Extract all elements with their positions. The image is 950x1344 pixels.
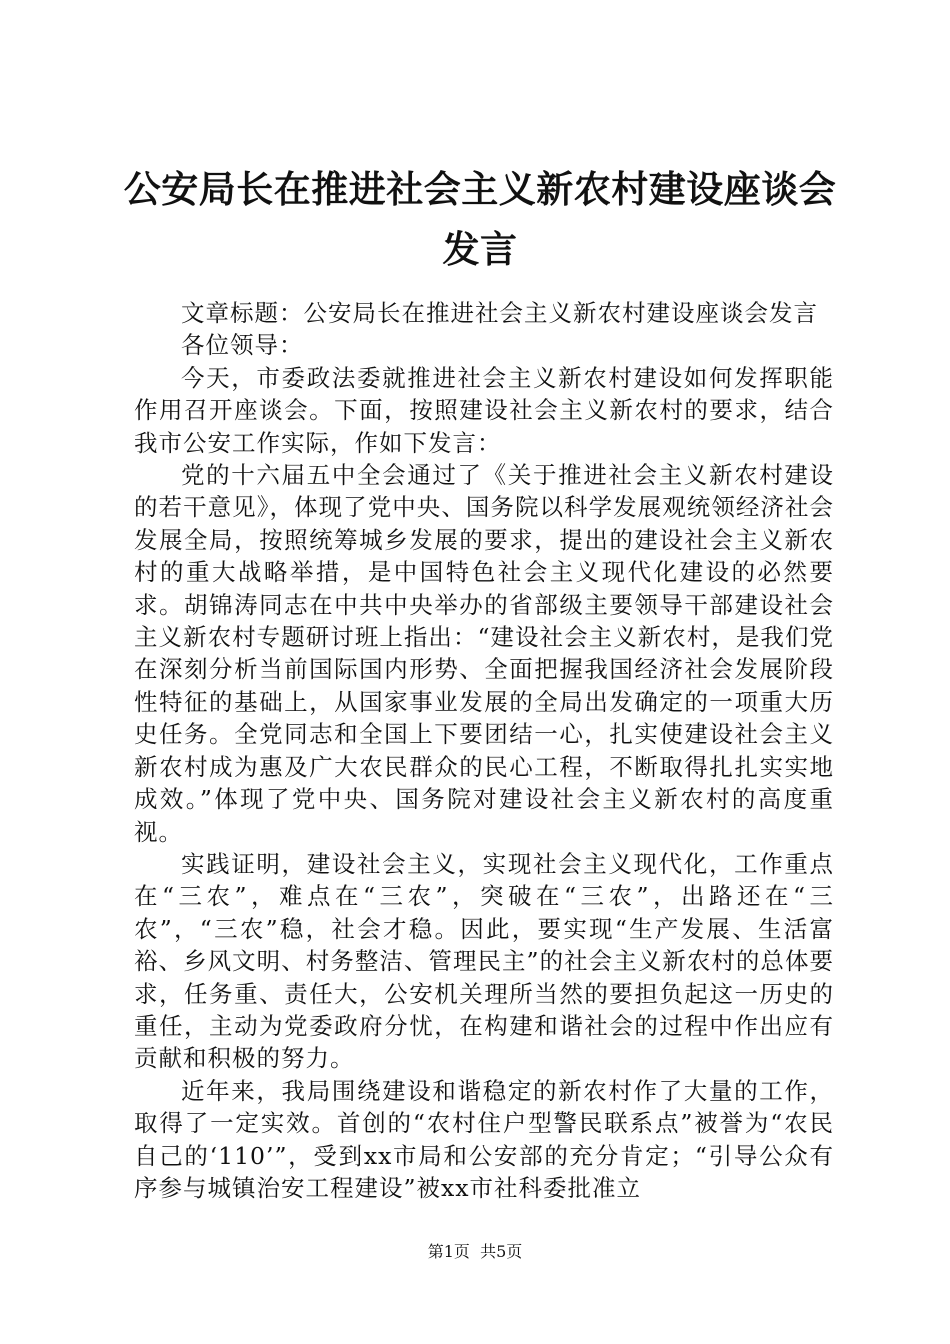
paragraph-article-title: 文章标题：公安局长在推进社会主义新农村建设座谈会发言 xyxy=(181,299,818,327)
paragraph-intro: 今天，市委政法委就推进社会主义新农村建设如何发挥职能作用召开座谈会。下面，按照建设社会主义新农村的要求，结合我市公安工作实际，作如下发言： xyxy=(134,363,834,457)
page-footer xyxy=(0,1242,950,1262)
paragraph-practice: 实践证明，建设社会主义，实现社会主义现代化，工作重点在“三农”，难点在“三农”，突破在“三农”，出路还在“三农”，“三农”稳，社会才稳。因此，要实现“生产发展、生活富裕、乡风文明、村务整洁、管理民主”的社会主义新农村的总体要求，任务重、责任大，公安机关理所当然的要担负起这一历史的重任，主动为党委政府分忧，在构建和谐社会的过程中作出应有贡献和积极的努力。 xyxy=(134,849,834,1073)
paragraph-achievements: 近年来，我局围绕建设和谐稳定的新农村作了大量的工作，取得了一定实效。首创的“农村住户型警民联系点”被誉为“农民自己的‘110’”，受到xx市局和公安部的充分肯定；“引导公众有序参与城镇治安工程建设”被xx市社科委批准立 xyxy=(134,1076,834,1202)
page-number: 第1页 共5页 xyxy=(427,1242,523,1261)
paragraph-background: 党的十六届五中全会通过了《关于推进社会主义新农村建设的若干意见》，体现了党中央、国务院以科学发展观统领经济社会发展全局，按照统筹城乡发展的要求，提出的建设社会主义新农村的重大战略举措，是中国特色社会主义现代化建设的必然要求。胡锦涛同志在中共中央举办的省部级主要领导干部建设社会主义新农村专题研讨班上指出：“建设社会主义新农村，是我们党在深刻分析当前国际国内形势、全面把握我国经济社会发展阶段性特征的基础上，从国家事业发展的全局出发确定的一项重大历史任务。全党同志和全国上下要团结一心，扎实使建设社会主义新农村成为惠及广大农民群众的民心工程，不断取得扎扎实实地成效。”体现了党中央、国务院对建设社会主义新农村的高度重视。 xyxy=(134,461,834,846)
document-body xyxy=(134,297,834,1204)
paragraph-salutation: 各位领导： xyxy=(181,331,304,360)
document-title: 公安局长在推进社会主义新农村建设座谈会发言 xyxy=(123,168,837,271)
